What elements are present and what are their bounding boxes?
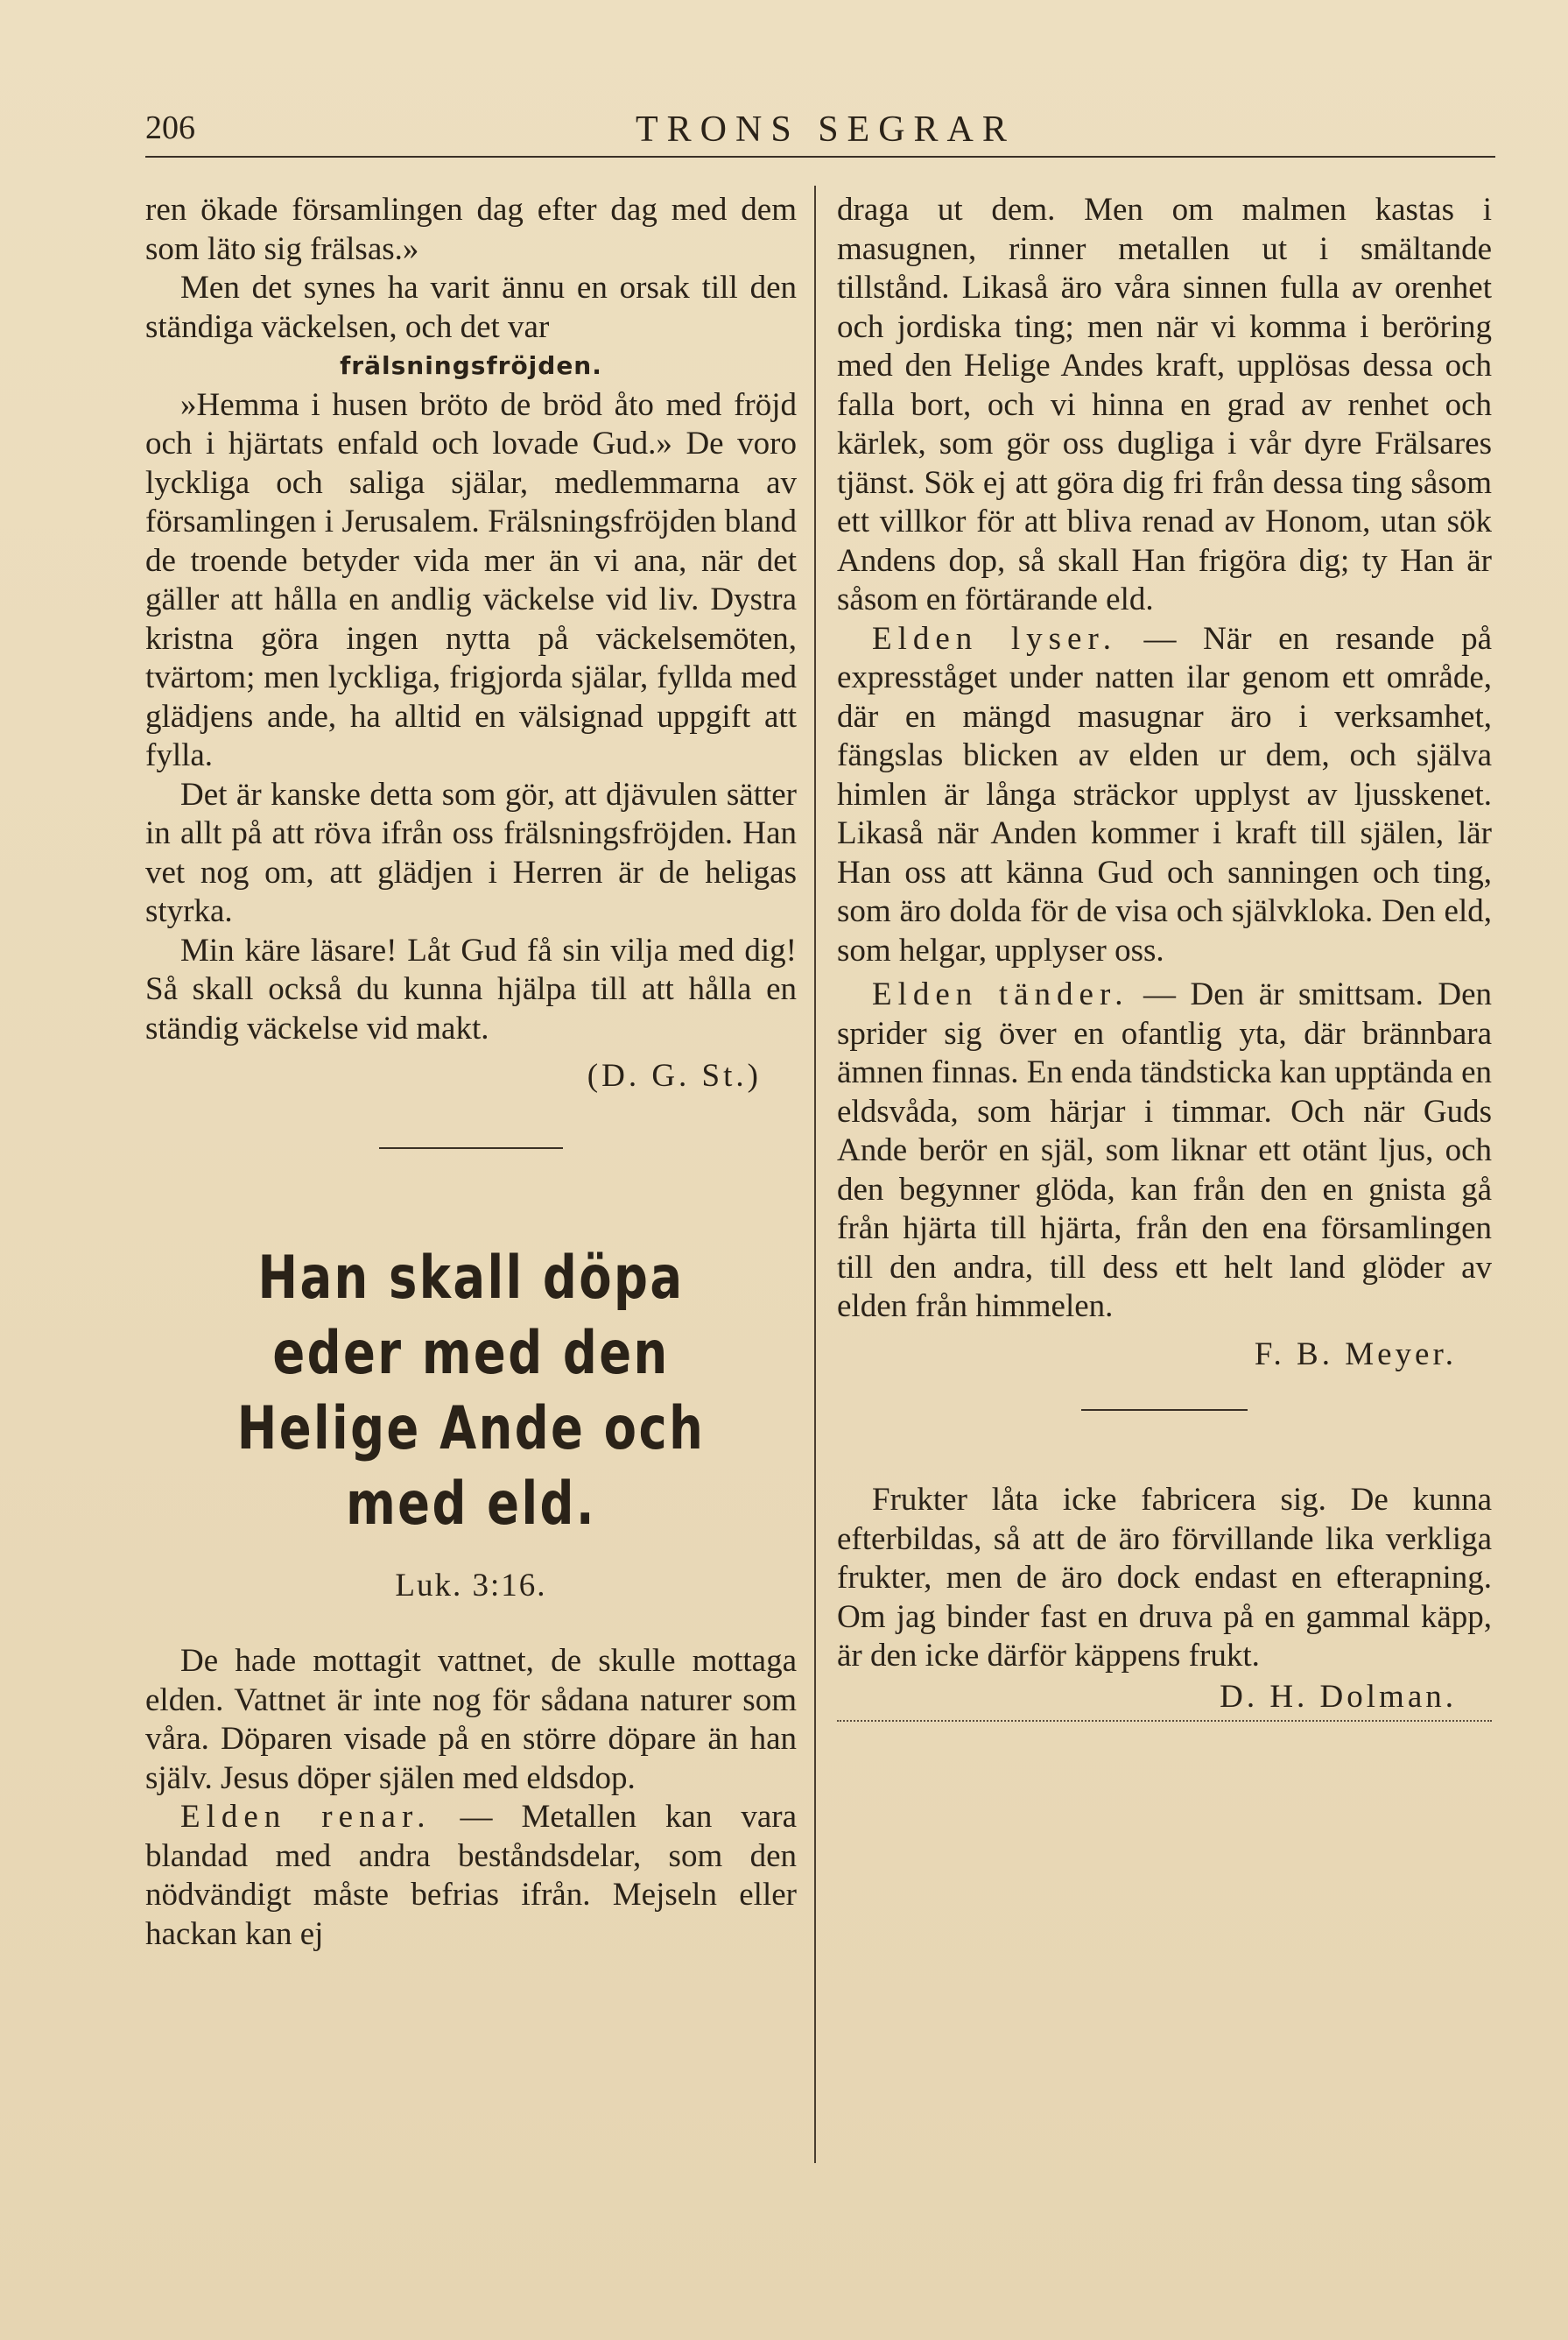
- paragraph-lead: Elden lyser.: [872, 620, 1117, 657]
- section-subhead: frälsningsfröjden.: [340, 351, 602, 380]
- paragraph: Min käre läsare! Låt Gud få sin vilja med dig! Så skall också du kunna hjälpa till att hålla en ständig väckelse vid makt.: [145, 932, 797, 1047]
- paragraph: draga ut dem. Men om malmen kastas i masugnen, rinner metallen ut i smältande tillstånd. Likaså äro våra sinnen fulla av orenhet och jordiska ting; men när vi komma i beröring med den Helige Andes kraft, upplösas dessa och falla bort, och vi hinna en grad av renhet och kärlek, som gör oss dugliga i vår dyre Frälsares tjänst. Sök ej att göra dig fri från dessa ting såsom ett villkor för att bliva renad av Honom, utan sök Andens dop, så skall Han frigöra dig; ty Han är såsom en förtärande eld.: [837, 192, 1492, 617]
- paragraph: [145, 1798, 797, 1954]
- paragraph-lead: Elden tänder.: [872, 976, 1129, 1012]
- paragraph: [837, 976, 1492, 1327]
- scripture-reference: Luk. 3:16.: [395, 1567, 547, 1603]
- paragraph-text: — Metallen kan vara blandad med andra beståndsdelar, som den nödvändigt måste befrias ifrån. Mejseln eller hackan kan ej: [145, 1799, 798, 1952]
- paragraph: Frukter låta icke fabricera sig. De kunna efterbildas, så att de äro förvillande lika verkliga frukter, men de äro dock endast en efterapning. Om jag binder fast en druva på en gammal käpp, är den icke därför käppens frukt.: [837, 1482, 1492, 1674]
- article-headline: Han skall döpa eder med den Helige Ande och med eld.: [236, 1243, 706, 1539]
- paragraph: De hade mottagit vattnet, de skulle mottaga elden. Vattnet är inte nog för sådana naturer som våra. Döparen visade på en större döpare än han själv. Jesus döper själen med eldsdop.: [145, 1643, 797, 1796]
- signature: D. H. Dolman.: [1220, 1678, 1457, 1715]
- dotted-rule: [837, 1720, 1492, 1722]
- right-column: [837, 191, 1492, 1722]
- signature: F. B. Meyer.: [1254, 1336, 1457, 1372]
- paragraph-text: — Den är smittsam. Den sprider sig över en ofantlig yta, där brännbara ämnen finnas. En enda tändsticka kan upptända en eldsvåda, som härjar i timmar. Och när Guds Ande berör en själ, som liknar ett otänt ljus, och den begynner glöda, kan från den en gnista gå från hjärta till hjärta, från den ena församlingen till den andra, till dess ett helt land glöder av elden från himmelen.: [837, 976, 1492, 1324]
- left-column: [145, 191, 797, 1954]
- running-title: TRONS SEGRAR: [636, 109, 1016, 150]
- column-divider: [814, 186, 816, 2163]
- page-number: 206: [145, 109, 195, 146]
- paragraph: ren ökade församlingen dag efter dag med dem som läto sig frälsas.»: [145, 192, 797, 267]
- paragraph: »Hemma i husen bröto de bröd åto med fröjd och i hjärtats enfald och lovade Gud.» De voro lyckliga och saliga själar, medlemmarna av församlingen i Jerusalem. Frälsningsfröjden bland de troende betyder vida mer än vi ana, när det gäller att hålla en andlig väckelse vid liv. Dystra kristna göra ingen nytta på väckelsemöten, tvärtom; men lyckliga, frigjorda själar, fyllda med glädjens ande, ha alltid en välsignad uppgift att fylla.: [145, 386, 797, 773]
- page-header: [145, 102, 1495, 158]
- paragraph-text: — När en resande på expresståget under natten ilar genom ett område, där en mängd masugnar äro i verksamhet, fängslas blicken av elden ur dem, och själva himlen är långa sträckor upplyst av ljusskenet. Likaså när Anden kommer i kraft till själen, lär Han oss att känna Gud och sanningen och ting, som äro dolda för de visa och självkloka. Den eld, som helgar, upplyser oss.: [837, 620, 1493, 969]
- paragraph: Det är kanske detta som gör, att djävulen sätter in allt på att röva ifrån oss frälsningsfröjden. Han vet nog om, att glädjen i Herren är de heligas styrka.: [145, 776, 797, 929]
- paragraph: Men det synes ha varit ännu en orsak till den ständiga väckelsen, och det var: [145, 270, 797, 345]
- signature: (D. G. St.): [587, 1058, 762, 1094]
- paragraph-lead: Elden renar.: [180, 1799, 432, 1835]
- paragraph: [837, 620, 1492, 971]
